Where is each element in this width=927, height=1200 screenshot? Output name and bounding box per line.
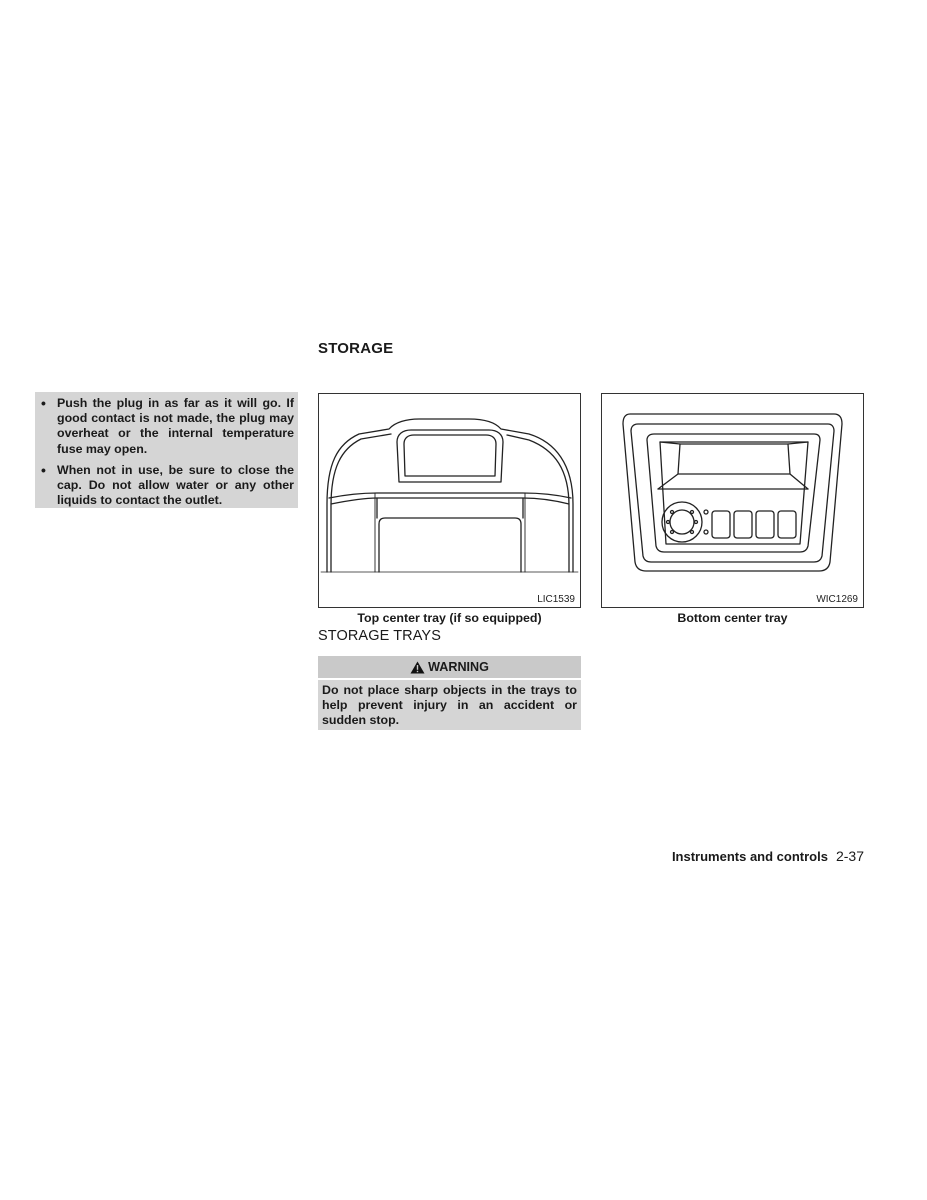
figure-id: LIC1539 bbox=[537, 594, 575, 605]
warning-label: WARNING bbox=[428, 660, 489, 674]
warning-text: Do not place sharp objects in the trays to help prevent injury in an accident or sudden stop. bbox=[318, 680, 581, 730]
subsection-title: STORAGE TRAYS bbox=[318, 628, 441, 644]
top-center-tray-illustration bbox=[319, 394, 580, 607]
section-title: STORAGE bbox=[318, 340, 394, 357]
figure-caption-bottom-tray: Bottom center tray bbox=[677, 611, 788, 625]
bottom-center-tray-illustration bbox=[602, 394, 863, 607]
caution-bullet-2: • When not in use, be sure to close the cap. Do not allow water or any other liquids to contact the outlet. bbox=[39, 463, 294, 509]
figure-bottom-center-tray bbox=[601, 393, 864, 608]
page-number: 2-37 bbox=[835, 848, 864, 864]
figure-caption-top-tray: Top center tray (if so equipped) bbox=[357, 611, 542, 625]
page-footer bbox=[560, 848, 864, 864]
figure-top-center-tray bbox=[318, 393, 581, 608]
warning-header bbox=[318, 656, 581, 678]
warning-triangle-icon bbox=[410, 661, 425, 674]
footer-section: Instruments and controls bbox=[671, 849, 828, 864]
caution-note-box bbox=[35, 392, 298, 508]
caution-bullet-1: • Push the plug in as far as it will go. If good contact is not made, the plug may overheat or the internal temperature fuse may open. bbox=[39, 396, 294, 457]
figure-id: WIC1269 bbox=[816, 594, 858, 605]
